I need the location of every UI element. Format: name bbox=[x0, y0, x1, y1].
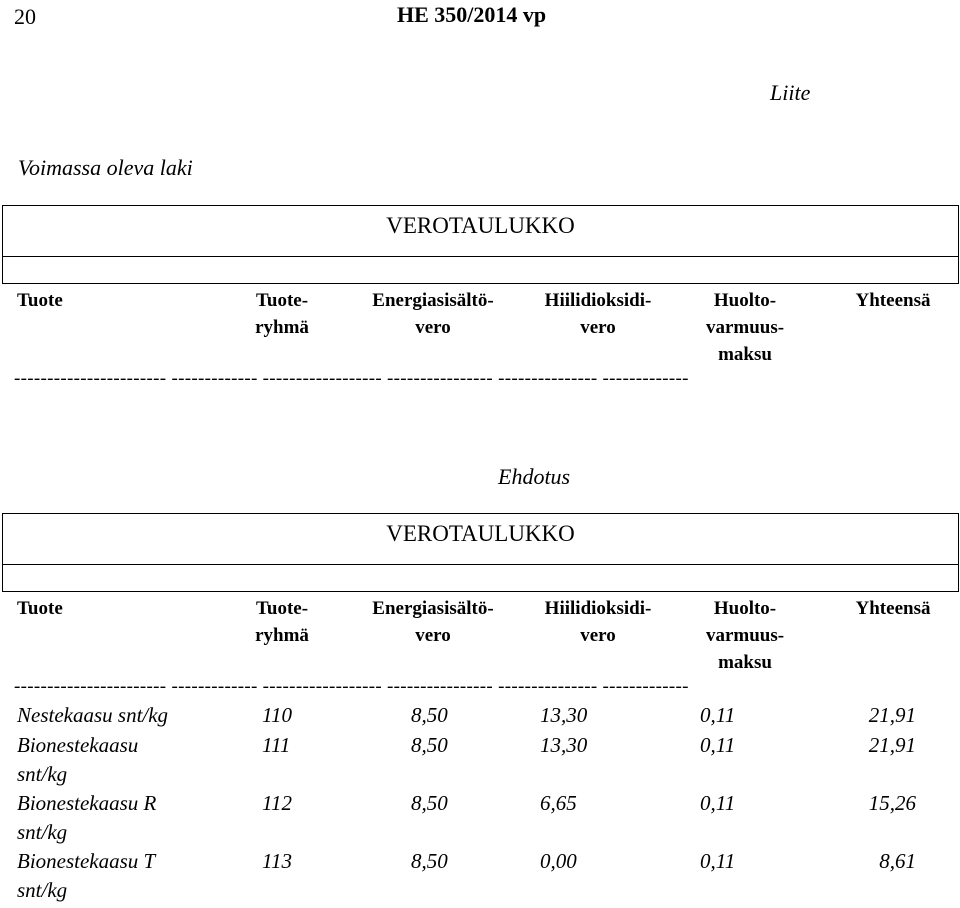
header-dash-rule: ----------------------- ------------- ------------------ ---------------- --------------- ------------- bbox=[14, 368, 689, 389]
cell-total: 15,26 bbox=[868, 791, 916, 815]
col-header-product: Tuote bbox=[17, 598, 63, 619]
col-header-co2-tax: Hiilidioksidi- vero bbox=[544, 598, 652, 646]
col-header-energy-tax: Energiasisältö- vero bbox=[372, 598, 494, 646]
col-header-product-group: Tuote- ryhmä bbox=[255, 290, 309, 338]
cell-product: Nestekaasu snt/kg bbox=[17, 703, 169, 727]
cell-energy-tax: 8,50 bbox=[411, 733, 448, 757]
cell-supply-fee: 0,11 bbox=[700, 849, 736, 873]
table-title: VEROTAULUKKO bbox=[3, 514, 958, 565]
cell-energy-tax: 8,50 bbox=[411, 703, 448, 727]
col-header-supply-fee: Huolto- varmuus- maksu bbox=[705, 290, 785, 365]
cell-product: Bionestekaasu bbox=[17, 733, 139, 757]
cell-co2-tax: 13,30 bbox=[540, 733, 588, 757]
document-id: HE 350/2014 vp bbox=[397, 2, 547, 27]
cell-supply-fee: 0,11 bbox=[700, 733, 736, 757]
col-header-supply-fee: Huolto- varmuus- maksu bbox=[705, 598, 785, 673]
cell-energy-tax: 8,50 bbox=[411, 849, 448, 873]
cell-supply-fee: 0,11 bbox=[700, 791, 736, 815]
cell-co2-tax: 6,65 bbox=[540, 791, 577, 815]
table-spacer-row bbox=[3, 565, 958, 592]
table-spacer-row bbox=[3, 257, 958, 284]
col-header-co2-tax: Hiilidioksidi- vero bbox=[544, 290, 652, 338]
cell-product: Bionestekaasu T bbox=[17, 849, 156, 873]
current-law-table-box bbox=[2, 205, 959, 284]
cell-group: 112 bbox=[262, 791, 292, 815]
page-number: 20 bbox=[14, 4, 36, 29]
cell-total: 21,91 bbox=[868, 733, 916, 757]
header-dash-rule: ----------------------- ------------- ------------------ ---------------- --------------- ------------- bbox=[14, 676, 689, 697]
col-header-total: Yhteensä bbox=[855, 290, 931, 311]
cell-supply-fee: 0,11 bbox=[700, 703, 736, 727]
col-header-total: Yhteensä bbox=[855, 598, 931, 619]
cell-energy-tax: 8,50 bbox=[411, 791, 448, 815]
cell-group: 113 bbox=[262, 849, 292, 873]
cell-total: 8,61 bbox=[879, 849, 916, 873]
cell-product-unit: snt/kg bbox=[17, 820, 68, 844]
col-header-product-group: Tuote- ryhmä bbox=[255, 598, 309, 646]
table-title: VEROTAULUKKO bbox=[3, 206, 958, 257]
cell-total: 21,91 bbox=[868, 703, 916, 727]
section-proposal: Ehdotus bbox=[498, 464, 571, 489]
col-header-energy-tax: Energiasisältö- vero bbox=[372, 290, 494, 338]
cell-co2-tax: 13,30 bbox=[540, 703, 588, 727]
section-current-law: Voimassa oleva laki bbox=[18, 155, 193, 180]
appendix-label: Liite bbox=[770, 80, 811, 105]
cell-product: Bionestekaasu R bbox=[17, 791, 157, 815]
cell-group: 111 bbox=[262, 733, 291, 757]
proposal-table-box bbox=[2, 513, 959, 592]
cell-co2-tax: 0,00 bbox=[540, 849, 577, 873]
cell-group: 110 bbox=[262, 703, 292, 727]
col-header-product: Tuote bbox=[17, 290, 63, 311]
cell-product-unit: snt/kg bbox=[17, 762, 68, 786]
cell-product-unit: snt/kg bbox=[17, 878, 68, 902]
